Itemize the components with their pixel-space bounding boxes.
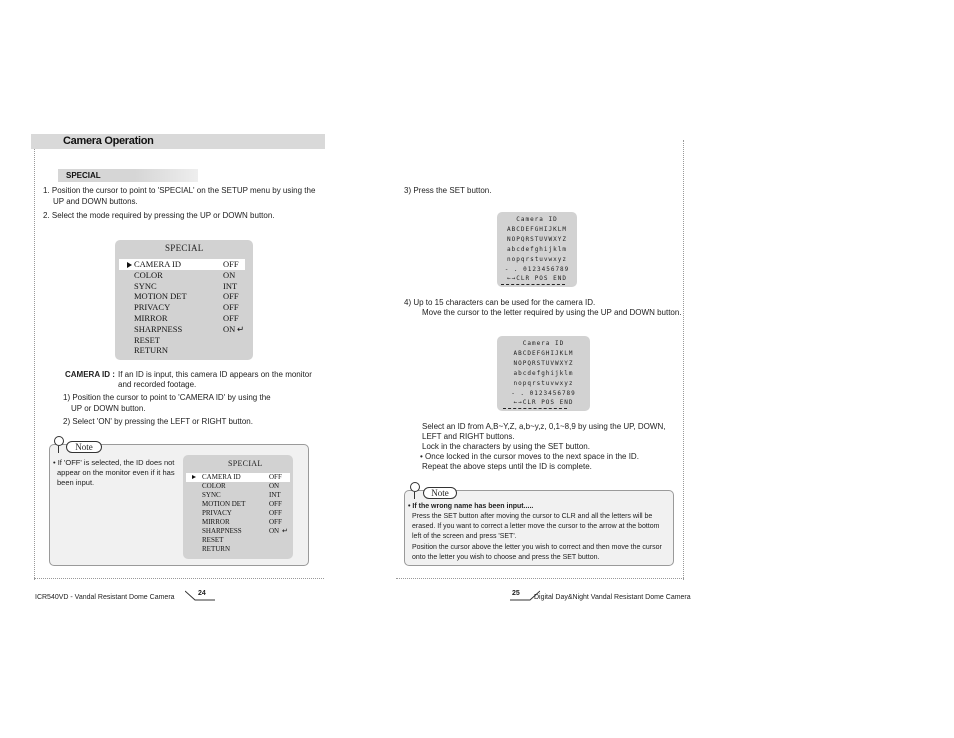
note-text-right-2: erased. If you want to correct a letter move the cursor to the arrow at the bottom [412, 523, 660, 530]
note-label-right: Note [423, 487, 457, 499]
substep-1: 1) Position the cursor to point to 'CAMERA ID' by using the [63, 393, 271, 402]
footer-left: ICR540VD - Vandal Resistant Dome Camera [35, 594, 175, 601]
note-pin-icon [54, 436, 64, 446]
menu-item-value: OFF [223, 302, 239, 313]
page-number-right: 25 [512, 590, 520, 597]
menu-item-value: INT [269, 491, 281, 499]
enter-icon: ↵ [282, 527, 288, 535]
menu-item-value: ON [269, 527, 280, 535]
note-text-right-3: left of the screen and press 'SET'. [412, 533, 517, 540]
grid-line: ←→CLR POS END [513, 399, 574, 406]
menu-item-label: CAMERA ID [134, 259, 181, 269]
grid-line: NOPQRSTUVWXYZ [507, 236, 567, 243]
grid-line: - . 0123456789 [511, 390, 576, 397]
menu-item-label: SHARPNESS [202, 527, 242, 535]
instruction-2: LEFT and RIGHT buttons. [422, 432, 515, 441]
menu-item-value: OFF [223, 313, 239, 323]
left-page-border [34, 140, 35, 580]
menu-item-value: ON [223, 269, 236, 280]
camera-id-label: CAMERA ID : [65, 370, 115, 379]
menu-item-label: CAMERA ID [202, 473, 241, 481]
camera-id-desc-2: and recorded footage. [118, 380, 197, 389]
step-1: 1. Position the cursor to point to 'SPECIAL' on the SETUP menu by using the [43, 186, 316, 195]
right-page-border [683, 140, 684, 580]
menu-item-label: COLOR [134, 269, 163, 280]
menu-item-value: INT [223, 280, 238, 291]
menu-item-label: SYNC [134, 280, 157, 291]
section-header [31, 134, 325, 149]
substep-2: 2) Select 'ON' by pressing the LEFT or RIGHT button. [63, 417, 253, 426]
sub-header [58, 169, 198, 182]
menu-item-value: ON [223, 323, 236, 334]
left-page-bottom-rule [34, 578, 324, 579]
menu-item-value: OFF [223, 259, 239, 269]
menu-item-label: MOTION DET [202, 500, 246, 508]
section-title: Camera Operation [63, 135, 154, 147]
step-2: 2. Select the mode required by pressing the UP or DOWN button. [43, 211, 275, 220]
substep-1-cont: UP or DOWN button. [71, 404, 146, 413]
instruction-5: Repeat the above steps until the ID is complete. [422, 462, 592, 471]
note-pin-stem [414, 492, 415, 499]
grid-line: NOPQRSTUVWXYZ [513, 360, 574, 367]
note-text-right-1: Press the SET button after moving the cursor to CLR and all the letters will be [412, 513, 653, 520]
menu-item-label: RESET [202, 536, 224, 544]
note-text-left-3: been input. [57, 478, 95, 487]
menu-item-value: OFF [269, 473, 282, 481]
menu-title: SPECIAL [165, 243, 204, 253]
note-text-right-4: Position the cursor above the letter you wish to correct and then move the cursor [412, 544, 662, 551]
menu-item-value: ON [269, 482, 280, 490]
grid-line: abcdefghijklm [507, 246, 567, 253]
grid-line: nopqrstuvwxyz [507, 256, 567, 263]
special-menu-large [115, 240, 253, 360]
menu-title-small: SPECIAL [228, 459, 263, 468]
menu-item-value: OFF [223, 291, 239, 302]
grid-title: Camera ID [516, 216, 558, 223]
instruction-4: • Once locked in the cursor moves to the next space in the ID. [420, 452, 639, 461]
menu-item-label: RESET [134, 334, 160, 345]
camera-id-grid-2 [497, 336, 590, 411]
grid-line: ABCDEFGHIJKLM [513, 350, 574, 357]
grid-line: ←→CLR POS END [507, 275, 567, 282]
step-4: 4) Up to 15 characters can be used for the camera ID. [404, 298, 596, 307]
menu-item-value: OFF [269, 509, 282, 517]
note-text-left-1: • If 'OFF' is selected, the ID does not [53, 458, 175, 467]
note-text-right-5: onto the letter you wish to choose and press the SET button. [412, 554, 600, 561]
step-4-sub: Move the cursor to the letter required by using the UP and DOWN button. [422, 308, 682, 317]
note-pin-stem [58, 446, 59, 453]
sub-title: SPECIAL [66, 171, 101, 180]
grid-line: abcdefghijklm [513, 370, 574, 377]
menu-item-label: MIRROR [134, 313, 168, 323]
grid-title: Camera ID [522, 340, 565, 347]
menu-item-label: SHARPNESS [134, 323, 183, 334]
instruction-3: Lock in the characters by using the SET button. [422, 442, 590, 451]
note-heading-right: • If the wrong name has been input..... [408, 503, 534, 510]
note-pin-icon [410, 482, 420, 492]
camera-id-desc-1: If an ID is input, this camera ID appears on the monitor [118, 370, 312, 379]
step-3: 3) Press the SET button. [404, 186, 492, 195]
page-number-left: 24 [198, 590, 206, 597]
step-1-cont: UP and DOWN buttons. [53, 197, 138, 206]
right-page-bottom-rule [396, 578, 684, 579]
enter-icon: ↵ [237, 323, 245, 334]
camera-id-grid-1 [497, 212, 577, 287]
grid-line: ABCDEFGHIJKLM [507, 226, 567, 233]
menu-item-label: MOTION DET [134, 291, 187, 302]
menu-item-value: OFF [269, 518, 282, 526]
cursor-arrow-icon [127, 262, 132, 268]
menu-item-label: RETURN [134, 345, 168, 356]
menu-item-label: RETURN [202, 545, 230, 553]
menu-item-value: OFF [269, 500, 282, 508]
note-label-left: Note [66, 441, 102, 453]
grid-line: nopqrstuvwxyz [513, 380, 574, 387]
menu-item-label: PRIVACY [134, 302, 171, 313]
note-text-left-2: appear on the monitor even if it has [57, 468, 175, 477]
menu-item-label: PRIVACY [202, 509, 232, 517]
instruction-1: Select an ID from A,B~Y,Z, a,b~y,z, 0,1~8,9 by using the UP, DOWN, [422, 422, 666, 431]
id-entry-dashes [501, 284, 565, 285]
menu-item-label: MIRROR [202, 518, 230, 526]
cursor-arrow-icon-small [192, 475, 196, 479]
menu-item-label: SYNC [202, 491, 221, 499]
menu-item-label: COLOR [202, 482, 226, 490]
id-entry-dashes [503, 408, 567, 409]
grid-line: - . 0123456789 [504, 266, 570, 273]
footer-right: Digital Day&Night Vandal Resistant Dome Camera [534, 594, 691, 601]
special-menu-small [183, 455, 293, 559]
